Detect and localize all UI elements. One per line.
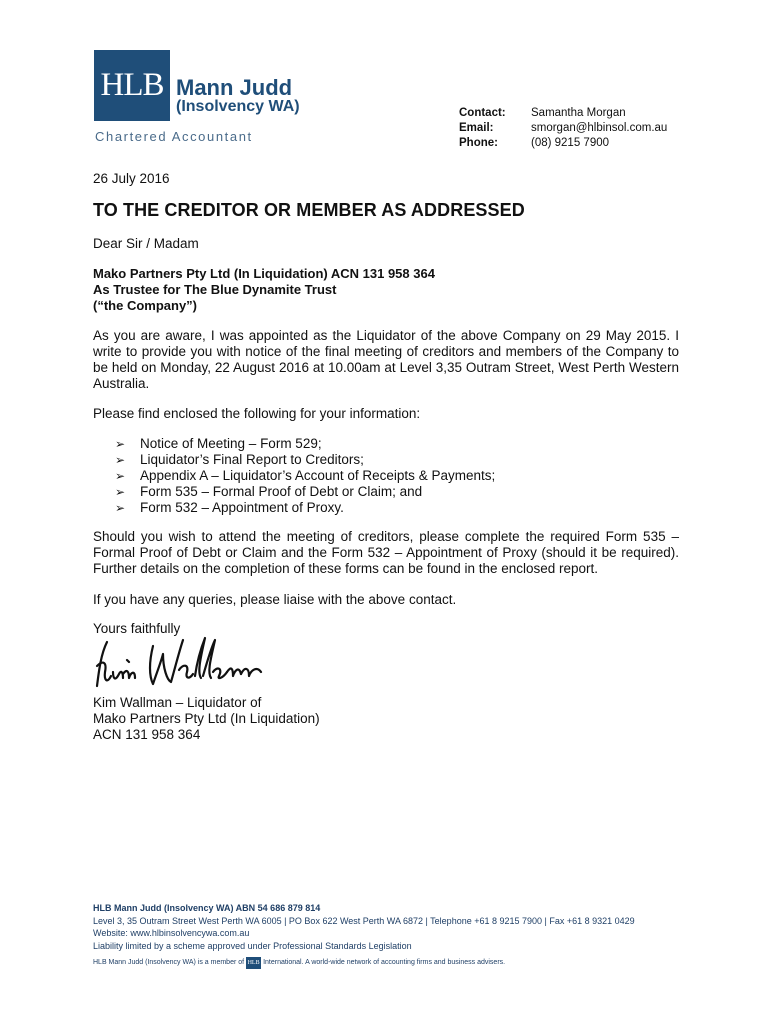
letter-heading: TO THE CREDITOR OR MEMBER AS ADDRESSED (93, 200, 525, 220)
phone-row (459, 136, 667, 151)
footer-website: Website: www.hlbinsolvencywa.com.au (93, 928, 250, 938)
footer (93, 902, 635, 970)
paragraph-appointment: As you are aware, I was appointed as the Liquidator of the above Company on 29 May 2015. I write to provide you with notice of the final meeting of creditors and members of the Company to be held on Monday, 22 August 2016 at 10.00am at Level 3,35 Outram Street, West Perth Western Australia. (93, 328, 679, 391)
email-value: smorgan@hlbinsol.com.au (531, 122, 668, 134)
handwritten-signature (93, 632, 283, 696)
membership-text: HLB Mann Judd (Insolvency WA) is a member of (93, 959, 245, 966)
contact-block (459, 106, 667, 151)
enclosure-list (115, 436, 495, 516)
arrow-bullet-icon: ➢ (115, 437, 126, 451)
signoff-line: ACN 131 958 364 (93, 727, 201, 742)
contact-row (459, 106, 667, 121)
list-item: ➢ Appendix A – Liquidator’s Account of Receipts & Payments; (115, 468, 496, 483)
contact-value: Samantha Morgan (531, 107, 626, 119)
closing: Yours faithfully (93, 621, 181, 636)
salutation: Dear Sir / Madam (93, 236, 199, 251)
email-row (459, 121, 667, 136)
arrow-bullet-icon: ➢ (115, 485, 126, 499)
company-line: As Trustee for The Blue Dynamite Trust (93, 282, 337, 297)
company-line: Mako Partners Pty Ltd (In Liquidation) ACN 131 958 364 (93, 266, 435, 281)
firm-name: Mann Judd (176, 75, 293, 100)
firm-tagline: Chartered Accountant (95, 129, 253, 144)
firm-subtitle: (Insolvency WA) (176, 98, 300, 115)
footer-membership (93, 957, 635, 970)
paragraph-forms: Should you wish to attend the meeting of creditors, please complete the required Form 535 – Formal Proof of Debt or Claim and the Form 532 – Appointment of Proxy (should it be required). Further details on the completion of these forms can be found in the enclosed report. (93, 529, 679, 576)
phone-value: (08) 9215 7900 (531, 137, 610, 149)
signoff-line: Kim Wallman – Liquidator of (93, 695, 262, 710)
signoff-block (93, 695, 320, 743)
arrow-bullet-icon: ➢ (115, 501, 126, 515)
email-label: Email: (459, 122, 494, 134)
contact-label: Contact: (459, 107, 506, 119)
phone-label: Phone: (459, 137, 498, 149)
list-item: ➢ Liquidator’s Final Report to Creditors; (115, 452, 364, 467)
paragraph-queries: If you have any queries, please liaise with the above contact. (93, 592, 457, 607)
arrow-bullet-icon: ➢ (115, 469, 126, 483)
list-item: ➢ Form 535 – Formal Proof of Debt or Claim; and (115, 484, 423, 499)
logo-mark: HLB (100, 67, 164, 103)
arrow-bullet-icon: ➢ (115, 453, 126, 467)
hlb-logo (94, 50, 170, 121)
footer-address: Level 3, 35 Outram Street West Perth WA 6005 | PO Box 622 West Perth WA 6872 | Telephone +61 8 9215 7900 | Fax +61 8 9321 0429 (93, 915, 635, 926)
hlb-mini-logo: HLB (246, 957, 261, 969)
list-item: ➢ Form 532 – Appointment of Proxy. (115, 500, 344, 515)
signoff-line: Mako Partners Pty Ltd (In Liquidation) (93, 711, 320, 726)
company-reference (93, 266, 435, 314)
company-line: (“the Company”) (93, 298, 197, 313)
footer-title: HLB Mann Judd (Insolvency WA) ABN 54 686 879 814 (93, 903, 321, 913)
paragraph-enclosed-intro: Please find enclosed the following for your information: (93, 406, 421, 421)
letter-date: 26 July 2016 (93, 171, 170, 186)
list-item: ➢ Notice of Meeting – Form 529; (115, 436, 322, 451)
membership-text-end: International. A world-wide network of accounting firms and business advisers. (263, 959, 506, 966)
footer-liability: Liability limited by a scheme approved under Professional Standards Legislation (93, 940, 412, 951)
